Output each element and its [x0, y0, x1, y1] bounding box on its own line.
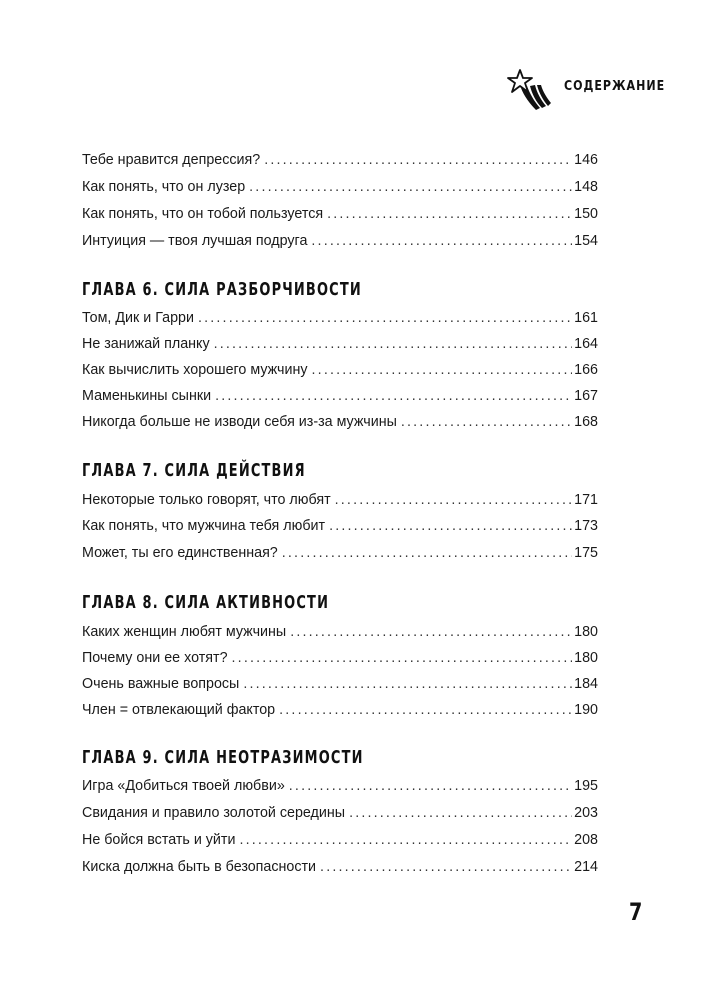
toc-entry[interactable] — [82, 231, 598, 251]
dot-leader — [329, 516, 572, 536]
header-title: СОДЕРЖАНИЕ — [564, 78, 666, 94]
toc-entry-page: 148 — [574, 179, 598, 195]
toc-entry-page: 168 — [574, 414, 598, 430]
running-header — [506, 66, 666, 114]
toc-entry[interactable] — [82, 622, 598, 642]
toc-entry-page: 150 — [574, 206, 598, 222]
toc-entry[interactable] — [82, 177, 598, 197]
dot-leader — [243, 674, 572, 694]
toc-entry-page: 180 — [574, 624, 598, 640]
toc-entry-page: 195 — [574, 778, 598, 794]
toc-entry-title: Как понять, что он лузер — [82, 179, 246, 195]
toc-entry-title: Свидания и правило золотой середины — [82, 805, 346, 821]
toc-entry-title: Может, ты его единственная? — [82, 545, 278, 561]
dot-leader — [279, 700, 572, 720]
toc-entry-title: Не занижай планку — [82, 336, 210, 352]
page-number: 7 — [629, 898, 643, 926]
toc-entry[interactable] — [82, 674, 598, 694]
dot-leader — [401, 412, 572, 432]
toc-entry-title: Никогда больше не изводи себя из-за мужчины — [82, 414, 397, 430]
dot-leader — [320, 857, 572, 877]
toc-entry-title: Как понять, что мужчина тебя любит — [82, 518, 326, 534]
toc-entry[interactable] — [82, 516, 598, 536]
toc-entry-title: Тебе нравится депрессия? — [82, 152, 261, 168]
toc-entry-page: 214 — [574, 859, 598, 875]
toc-entry[interactable] — [82, 360, 598, 380]
dot-leader — [282, 543, 572, 563]
toc-entry[interactable] — [82, 648, 598, 668]
toc-entry-page: 175 — [574, 545, 598, 561]
toc-entry[interactable] — [82, 150, 598, 170]
toc-entry-title: Том, Дик и Гарри — [82, 310, 194, 326]
toc-entry[interactable] — [82, 490, 598, 510]
toc-entry-title: Некоторые только говорят, что любят — [82, 492, 331, 508]
toc-entry[interactable] — [82, 700, 598, 720]
toc-entry-page: 161 — [574, 310, 598, 326]
chapter-heading[interactable]: ГЛАВА 7. СИЛА ДЕЙСТВИЯ — [82, 461, 306, 481]
toc-entry-page: 190 — [574, 702, 598, 718]
dot-leader — [349, 803, 572, 823]
toc-entry-page: 166 — [574, 362, 598, 378]
dot-leader — [239, 830, 572, 850]
toc-entry-title: Очень важные вопросы — [82, 676, 240, 692]
toc-entry-title: Интуиция — твоя лучшая подруга — [82, 233, 308, 249]
toc-entry-title: Маменькины сынки — [82, 388, 212, 404]
dot-leader — [289, 776, 572, 796]
dot-leader — [312, 360, 573, 380]
toc-entry-title: Игра «Добиться твоей любви» — [82, 778, 285, 794]
toc-entry[interactable] — [82, 543, 598, 563]
toc-entry-page: 173 — [574, 518, 598, 534]
toc-entry[interactable] — [82, 857, 598, 877]
chapter-heading[interactable]: ГЛАВА 6. СИЛА РАЗБОРЧИВОСТИ — [82, 280, 362, 300]
toc-entry-page: 146 — [574, 152, 598, 168]
toc-entry-title: Не бойся встать и уйти — [82, 832, 236, 848]
dot-leader — [335, 490, 573, 510]
toc-entry-page: 208 — [574, 832, 598, 848]
toc-entry[interactable] — [82, 803, 598, 823]
toc-entry-page: 164 — [574, 336, 598, 352]
dot-leader — [215, 386, 572, 406]
dot-leader — [290, 622, 572, 642]
dot-leader — [327, 204, 572, 224]
toc-entry[interactable] — [82, 204, 598, 224]
toc-entry[interactable] — [82, 830, 598, 850]
toc-entry[interactable] — [82, 334, 598, 354]
toc-entry-page: 203 — [574, 805, 598, 821]
shooting-star-icon — [506, 66, 558, 114]
toc-entry-page: 180 — [574, 650, 598, 666]
toc-entry-title: Киска должна быть в безопасности — [82, 859, 317, 875]
toc-entry[interactable] — [82, 308, 598, 328]
toc-entry-title: Член = отвлекающий фактор — [82, 702, 276, 718]
dot-leader — [232, 648, 573, 668]
toc-entry[interactable] — [82, 412, 598, 432]
toc-entry-title: Как понять, что он тобой пользуется — [82, 206, 324, 222]
toc-entry[interactable] — [82, 386, 598, 406]
toc-entry-title: Каких женщин любят мужчины — [82, 624, 287, 640]
chapter-heading[interactable]: ГЛАВА 9. СИЛА НЕОТРАЗИМОСТИ — [82, 748, 364, 768]
dot-leader — [214, 334, 573, 354]
toc-entry-page: 167 — [574, 388, 598, 404]
chapter-heading[interactable]: ГЛАВА 8. СИЛА АКТИВНОСТИ — [82, 593, 330, 613]
dot-leader — [198, 308, 572, 328]
dot-leader — [311, 231, 572, 251]
toc-entry-page: 171 — [574, 492, 598, 508]
toc-entry-title: Почему они ее хотят? — [82, 650, 228, 666]
dot-leader — [249, 177, 572, 197]
toc-entry-page: 184 — [574, 676, 598, 692]
dot-leader — [264, 150, 572, 170]
toc-entry[interactable] — [82, 776, 598, 796]
toc-entry-title: Как вычислить хорошего мужчину — [82, 362, 308, 378]
toc-entry-page: 154 — [574, 233, 598, 249]
